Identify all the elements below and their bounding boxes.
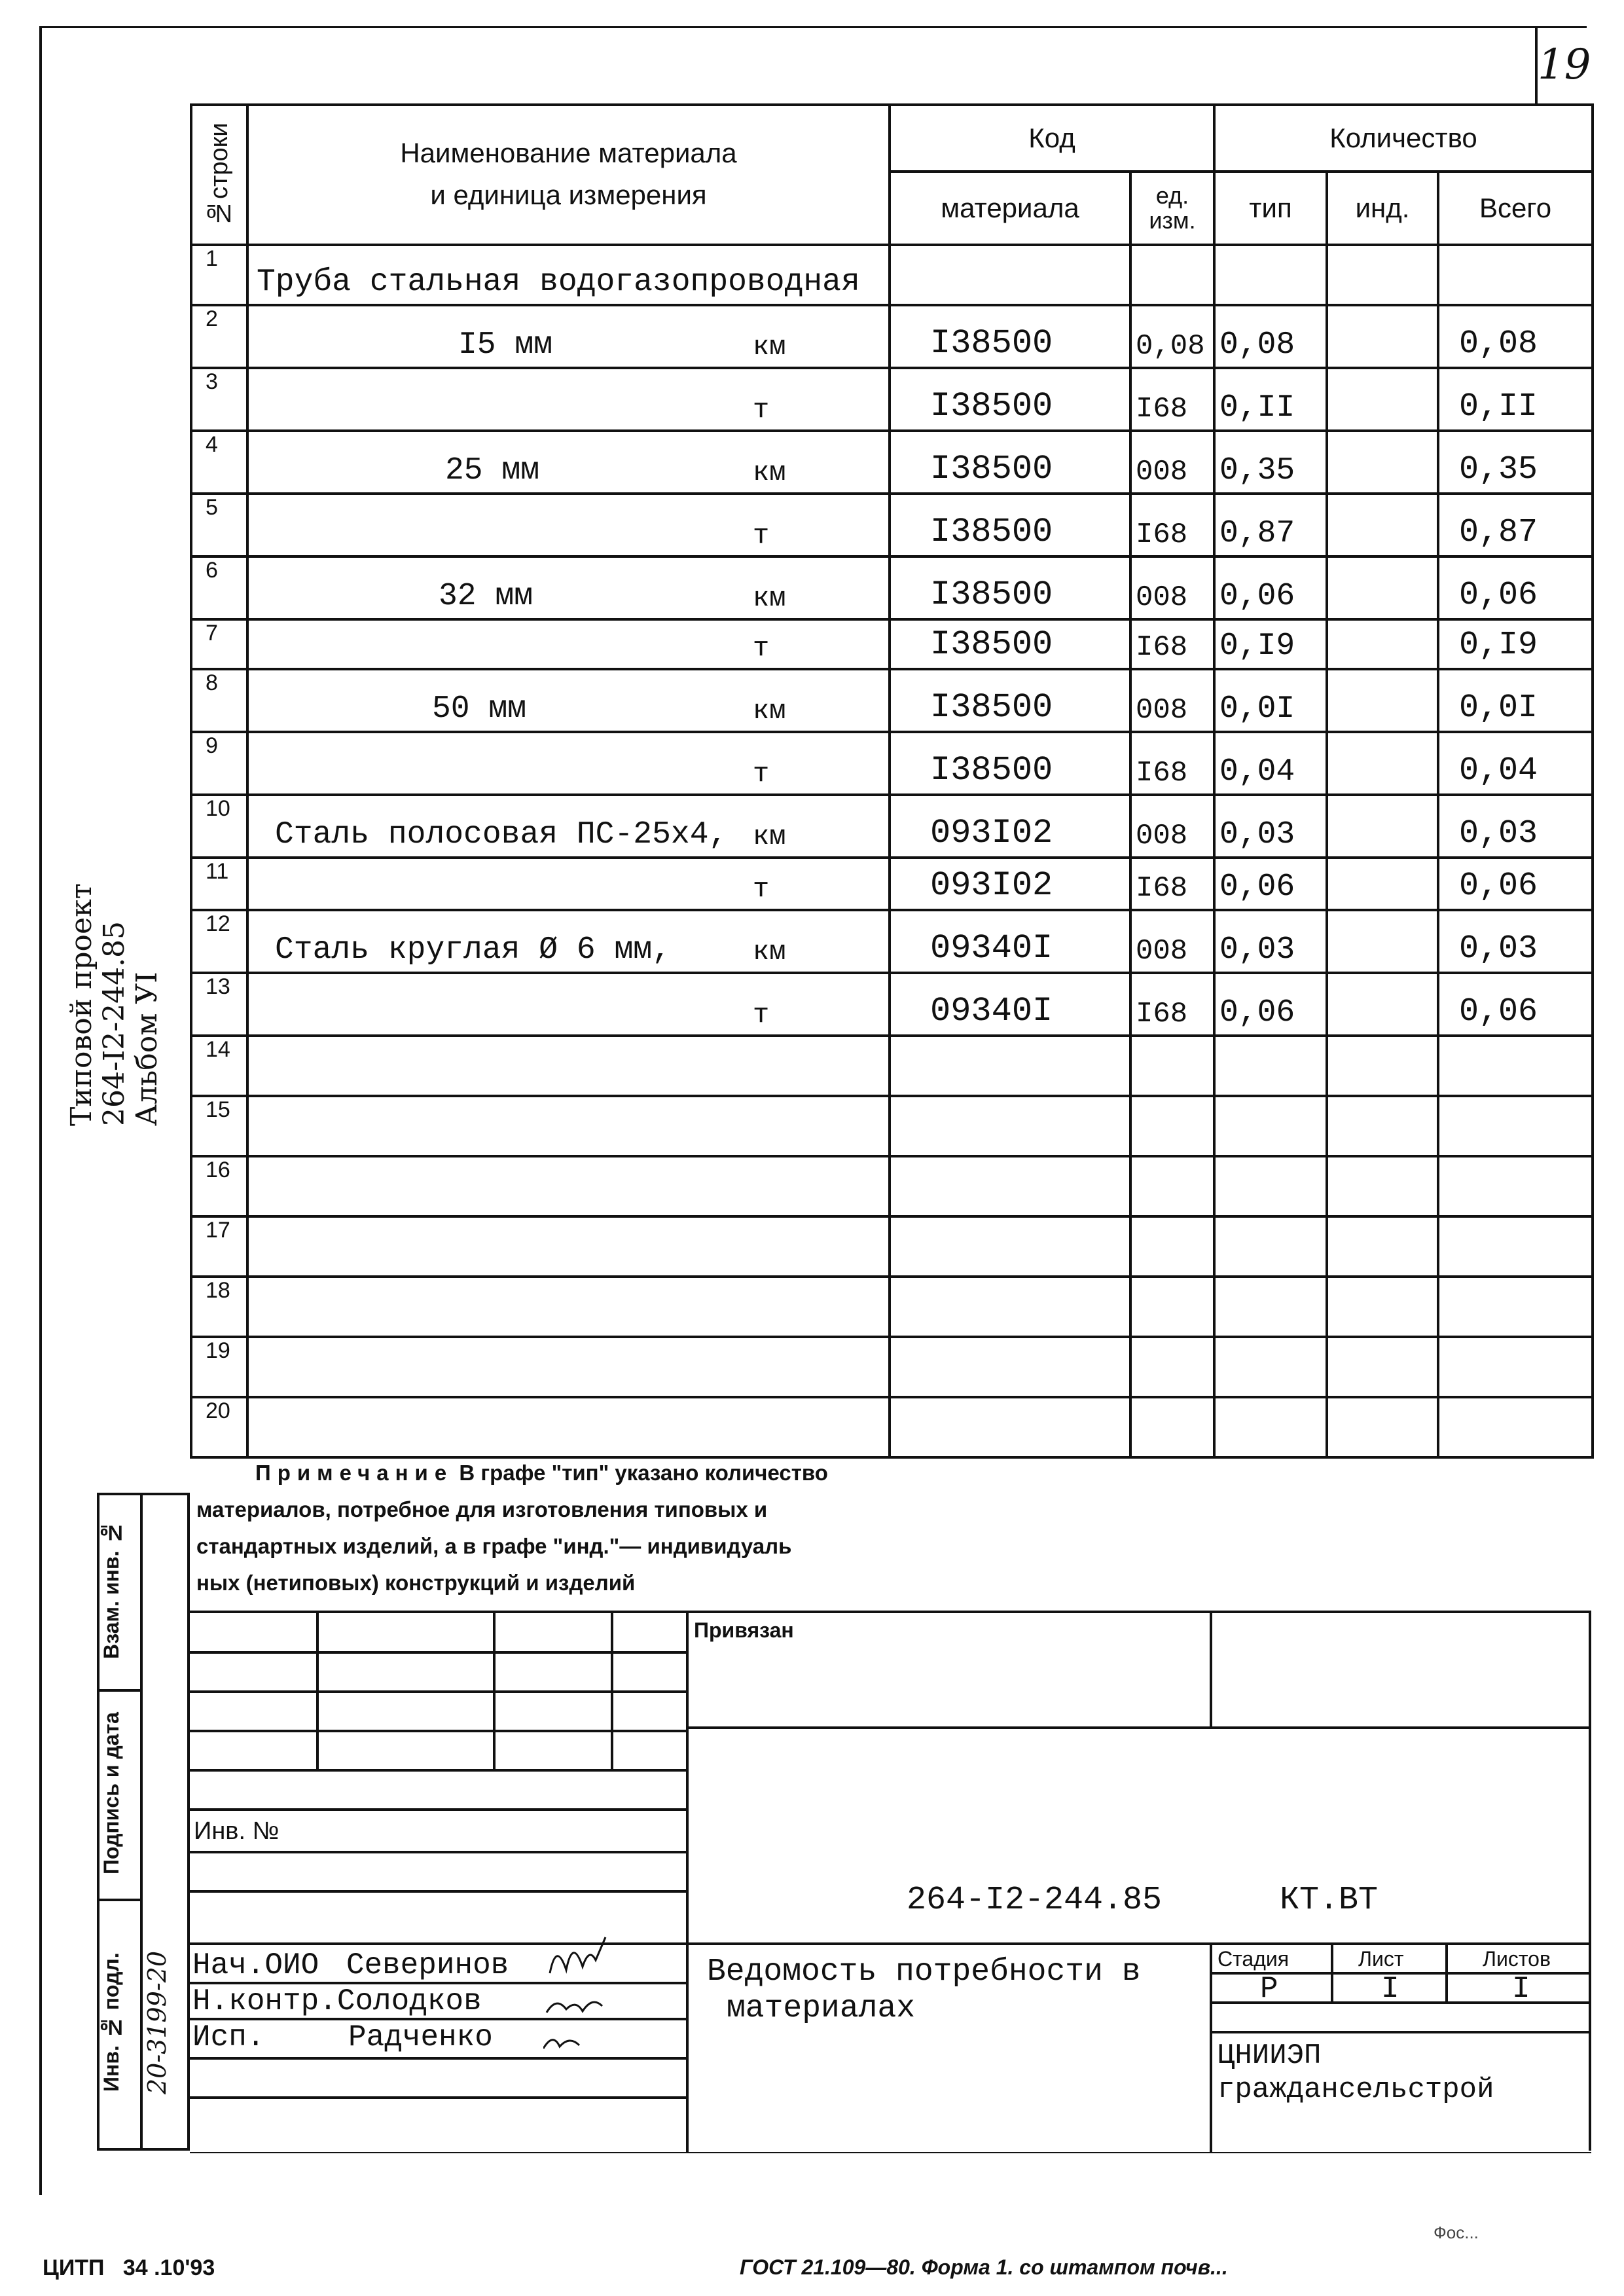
note-line-1: В графе "тип" указано количество	[453, 1461, 828, 1485]
table-row	[191, 795, 1593, 858]
unit-code	[1130, 1156, 1214, 1216]
qty-type	[1214, 1216, 1327, 1277]
qty-type: 0,08	[1214, 305, 1327, 368]
qty-ind	[1327, 1397, 1438, 1457]
material-unit: т	[753, 520, 770, 551]
side-title-line-1: Типовой проект	[65, 883, 98, 1126]
material-name-cell	[247, 619, 890, 669]
unit-code: I68	[1130, 858, 1214, 910]
footer-right: Фос...	[1434, 2223, 1479, 2242]
qty-type: 0,06	[1214, 556, 1327, 619]
qty-type: 0,04	[1214, 732, 1327, 795]
qty-type	[1214, 1397, 1327, 1457]
row-number: 5	[191, 494, 247, 556]
material-code	[890, 1096, 1130, 1156]
material-name-cell	[247, 431, 890, 494]
qty-ind	[1327, 1036, 1438, 1096]
stage-label: Стадия	[1218, 1947, 1290, 1971]
doc-mark: КТ.ВТ	[1280, 1882, 1379, 1919]
material-name-cell	[247, 1277, 890, 1337]
row-number: 12	[191, 910, 247, 973]
qty-total: 0,87	[1438, 494, 1593, 556]
material-name-cell	[247, 1096, 890, 1156]
material-name-cell	[247, 1337, 890, 1397]
note-lead: Примечание	[255, 1461, 454, 1485]
org-line-2: граждансельстрой	[1218, 2073, 1494, 2106]
material-name-cell	[247, 910, 890, 973]
footer-center: ГОСТ 21.109—80. Форма 1. со штампом почв...	[740, 2255, 1228, 2279]
person-1	[192, 1948, 509, 1982]
row-number: 1	[191, 245, 247, 305]
stage-value: Р	[1260, 1972, 1278, 2006]
unit-code	[1130, 1036, 1214, 1096]
person-3	[192, 2020, 493, 2054]
row-number: 13	[191, 973, 247, 1036]
qty-ind	[1327, 858, 1438, 910]
material-name: Сталь полосовая ПС-25х4,	[275, 817, 728, 852]
table-row	[191, 368, 1593, 431]
table-row	[191, 1096, 1593, 1156]
material-code: I38500	[890, 619, 1130, 669]
qty-type: 0,II	[1214, 368, 1327, 431]
material-code: I38500	[890, 368, 1130, 431]
header-total: Всего	[1438, 172, 1593, 245]
note	[196, 1455, 1113, 1601]
material-name: I5 мм	[458, 327, 553, 363]
unit-code: I68	[1130, 368, 1214, 431]
qty-total: 0,06	[1438, 973, 1593, 1036]
doc-title	[707, 1954, 1141, 2027]
qty-ind	[1327, 669, 1438, 732]
unit-code: 008	[1130, 431, 1214, 494]
unit-code	[1130, 245, 1214, 305]
inv-no-label: Инв. №	[194, 1817, 280, 1845]
person-3-name: Радченко	[348, 2020, 493, 2054]
row-number: 10	[191, 795, 247, 858]
table-row	[191, 556, 1593, 619]
row-number: 6	[191, 556, 247, 619]
material-code: 09340I	[890, 973, 1130, 1036]
table-row	[191, 1156, 1593, 1216]
material-unit: км	[753, 936, 786, 968]
qty-ind	[1327, 1096, 1438, 1156]
qty-total: 0,04	[1438, 732, 1593, 795]
sheet-label: Лист	[1358, 1947, 1404, 1971]
footer-left: ЦИТП 34 .10'93	[43, 2255, 215, 2280]
row-number: 14	[191, 1036, 247, 1096]
material-name-cell	[247, 1156, 890, 1216]
material-unit: т	[753, 394, 770, 426]
header-name: Наименование материала и единица измерения	[247, 105, 890, 245]
doc-title-line-2: материалах	[727, 1991, 916, 2026]
material-code	[890, 1156, 1130, 1216]
row-number: 16	[191, 1156, 247, 1216]
material-name-cell	[247, 494, 890, 556]
qty-ind	[1327, 245, 1438, 305]
title-block	[190, 1611, 1591, 2151]
material-code: 093I02	[890, 795, 1130, 858]
table-row	[191, 1277, 1593, 1337]
table-row	[191, 669, 1593, 732]
note-line-3: стандартных изделий, а в графе "инд."— индивидуаль	[196, 1534, 792, 1558]
material-unit: т	[753, 632, 770, 664]
qty-total: 0,06	[1438, 556, 1593, 619]
side-title-line-3: Альбом УI	[130, 972, 164, 1126]
inv-podl-value: 20-3199-20	[143, 1950, 171, 2094]
qty-type: 0,I9	[1214, 619, 1327, 669]
row-number: 3	[191, 368, 247, 431]
qty-total	[1438, 1277, 1593, 1337]
header-code: Код	[890, 105, 1214, 172]
material-name: Сталь круглая Ø 6 мм,	[275, 932, 671, 968]
material-name: 32 мм	[439, 579, 533, 614]
unit-code	[1130, 1337, 1214, 1397]
material-unit: км	[753, 457, 786, 488]
qty-ind	[1327, 619, 1438, 669]
material-unit: т	[753, 873, 770, 905]
material-code	[890, 1397, 1130, 1457]
material-code	[890, 245, 1130, 305]
row-number: 17	[191, 1216, 247, 1277]
qty-total: 0,I9	[1438, 619, 1593, 669]
qty-type	[1214, 1277, 1327, 1337]
material-code	[890, 1216, 1130, 1277]
material-name-cell	[247, 858, 890, 910]
material-name-cell	[247, 1397, 890, 1457]
qty-type	[1214, 245, 1327, 305]
material-name-cell	[247, 556, 890, 619]
person-2-name: Солодков	[336, 1984, 482, 2018]
row-number: 19	[191, 1337, 247, 1397]
sheets-value: I	[1512, 1972, 1530, 2006]
table-row	[191, 910, 1593, 973]
material-code	[890, 1277, 1130, 1337]
unit-code	[1130, 1277, 1214, 1337]
qty-ind	[1327, 556, 1438, 619]
qty-type	[1214, 1337, 1327, 1397]
table-row	[191, 1397, 1593, 1457]
person-3-role: Исп.	[192, 2020, 265, 2054]
qty-type	[1214, 1096, 1327, 1156]
qty-total	[1438, 1036, 1593, 1096]
material-name-cell	[247, 368, 890, 431]
qty-ind	[1327, 973, 1438, 1036]
qty-total	[1438, 1397, 1593, 1457]
unit-code: 008	[1130, 910, 1214, 973]
header-type: тип	[1214, 172, 1327, 245]
doc-code: 264-I2-244.85	[907, 1882, 1163, 1919]
qty-ind	[1327, 431, 1438, 494]
unit-code: I68	[1130, 732, 1214, 795]
table-row	[191, 858, 1593, 910]
left-margin-stamp	[97, 1493, 190, 2151]
person-2	[192, 1984, 482, 2018]
material-code: I38500	[890, 732, 1130, 795]
materials-table	[190, 103, 1594, 1459]
material-code: I38500	[890, 305, 1130, 368]
qty-ind	[1327, 494, 1438, 556]
qty-ind	[1327, 368, 1438, 431]
material-unit: км	[753, 821, 786, 852]
material-name-cell	[247, 1036, 890, 1096]
qty-total: 0,35	[1438, 431, 1593, 494]
row-number: 9	[191, 732, 247, 795]
material-name-cell	[247, 973, 890, 1036]
unit-code	[1130, 1096, 1214, 1156]
material-name-cell	[247, 245, 890, 305]
row-number: 8	[191, 669, 247, 732]
material-unit: км	[753, 695, 786, 727]
header-quantity: Количество	[1214, 105, 1593, 172]
material-name-cell	[247, 795, 890, 858]
unit-code: I68	[1130, 973, 1214, 1036]
org-line-1: ЦНИИЭП	[1218, 2039, 1322, 2072]
qty-type: 0,06	[1214, 973, 1327, 1036]
table-row	[191, 494, 1593, 556]
sign-date-label: Подпись и дата	[99, 1712, 123, 1874]
row-number: 18	[191, 1277, 247, 1337]
qty-total	[1438, 1337, 1593, 1397]
row-number: 20	[191, 1397, 247, 1457]
qty-type	[1214, 1036, 1327, 1096]
row-number: 4	[191, 431, 247, 494]
qty-ind	[1327, 1216, 1438, 1277]
unit-code	[1130, 1216, 1214, 1277]
qty-ind	[1327, 795, 1438, 858]
row-number: 7	[191, 619, 247, 669]
material-code: I38500	[890, 669, 1130, 732]
qty-total: 0,06	[1438, 858, 1593, 910]
qty-type: 0,06	[1214, 858, 1327, 910]
qty-type: 0,35	[1214, 431, 1327, 494]
qty-total: 0,08	[1438, 305, 1593, 368]
header-ind: инд.	[1327, 172, 1438, 245]
vzam-label: Взам. инв. №	[99, 1521, 123, 1660]
material-name: 25 мм	[445, 453, 540, 488]
unit-code	[1130, 1397, 1214, 1457]
qty-total	[1438, 1096, 1593, 1156]
sheet-value: I	[1381, 1972, 1399, 2006]
qty-ind	[1327, 1337, 1438, 1397]
unit-code: 008	[1130, 795, 1214, 858]
material-name: 50 мм	[432, 691, 527, 727]
material-unit: т	[753, 999, 770, 1030]
qty-total: 0,II	[1438, 368, 1593, 431]
person-1-role: Нач.ОИО	[192, 1948, 319, 1982]
material-name-cell	[247, 732, 890, 795]
qty-ind	[1327, 1156, 1438, 1216]
header-row-num: №строки	[191, 105, 247, 245]
qty-total	[1438, 1156, 1593, 1216]
inv-podl-label: Инв. № подл.	[99, 1952, 123, 2092]
table-row	[191, 431, 1593, 494]
qty-type	[1214, 1156, 1327, 1216]
material-name-cell	[247, 669, 890, 732]
qty-total: 0,03	[1438, 910, 1593, 973]
qty-total: 0,0I	[1438, 669, 1593, 732]
table-row	[191, 1337, 1593, 1397]
side-title	[65, 786, 170, 1126]
unit-code: 0,08	[1130, 305, 1214, 368]
material-name-cell	[247, 305, 890, 368]
material-code: 09340I	[890, 910, 1130, 973]
material-code: 093I02	[890, 858, 1130, 910]
material-code: I38500	[890, 494, 1130, 556]
material-code: I38500	[890, 431, 1130, 494]
header-material-code: материала	[890, 172, 1130, 245]
note-line-4: ных (нетиповых) конструкций и изделий	[196, 1571, 636, 1595]
material-code	[890, 1036, 1130, 1096]
qty-total	[1438, 1216, 1593, 1277]
row-number: 2	[191, 305, 247, 368]
table-row	[191, 1036, 1593, 1096]
material-unit: т	[753, 758, 770, 790]
material-name: Труба стальная водогазопроводная	[257, 264, 860, 300]
material-name-cell	[247, 1216, 890, 1277]
material-unit: км	[753, 583, 786, 614]
material-code	[890, 1337, 1130, 1397]
qty-ind	[1327, 732, 1438, 795]
doc-title-line-1: Ведомость потребности в	[707, 1954, 1141, 1990]
bound-label: Привязан	[694, 1618, 794, 1642]
table-row	[191, 305, 1593, 368]
table-row	[191, 619, 1593, 669]
unit-code: 008	[1130, 669, 1214, 732]
qty-type: 0,03	[1214, 910, 1327, 973]
material-unit: км	[753, 331, 786, 363]
qty-ind	[1327, 910, 1438, 973]
unit-code: 008	[1130, 556, 1214, 619]
qty-ind	[1327, 305, 1438, 368]
note-line-2: материалов, потребное для изготовления типовых и	[196, 1497, 768, 1522]
unit-code: I68	[1130, 619, 1214, 669]
sheet-number: 19	[1535, 26, 1590, 106]
qty-ind	[1327, 1277, 1438, 1337]
qty-type: 0,87	[1214, 494, 1327, 556]
material-code: I38500	[890, 556, 1130, 619]
qty-type: 0,03	[1214, 795, 1327, 858]
qty-total	[1438, 245, 1593, 305]
table-row	[191, 245, 1593, 305]
table-row	[191, 732, 1593, 795]
qty-type: 0,0I	[1214, 669, 1327, 732]
sheets-label: Листов	[1483, 1947, 1551, 1971]
organization	[1218, 2039, 1494, 2107]
table-row	[191, 1216, 1593, 1277]
table-row	[191, 973, 1593, 1036]
person-1-name: Северинов	[346, 1948, 509, 1982]
signatures	[543, 1934, 694, 2065]
side-title-line-2: 264-I2-244.85	[98, 920, 131, 1126]
qty-total: 0,03	[1438, 795, 1593, 858]
row-number: 15	[191, 1096, 247, 1156]
unit-code: I68	[1130, 494, 1214, 556]
row-number: 11	[191, 858, 247, 910]
header-unit: ед. изм.	[1130, 172, 1214, 245]
person-2-role: Н.контр.	[192, 1984, 337, 2018]
